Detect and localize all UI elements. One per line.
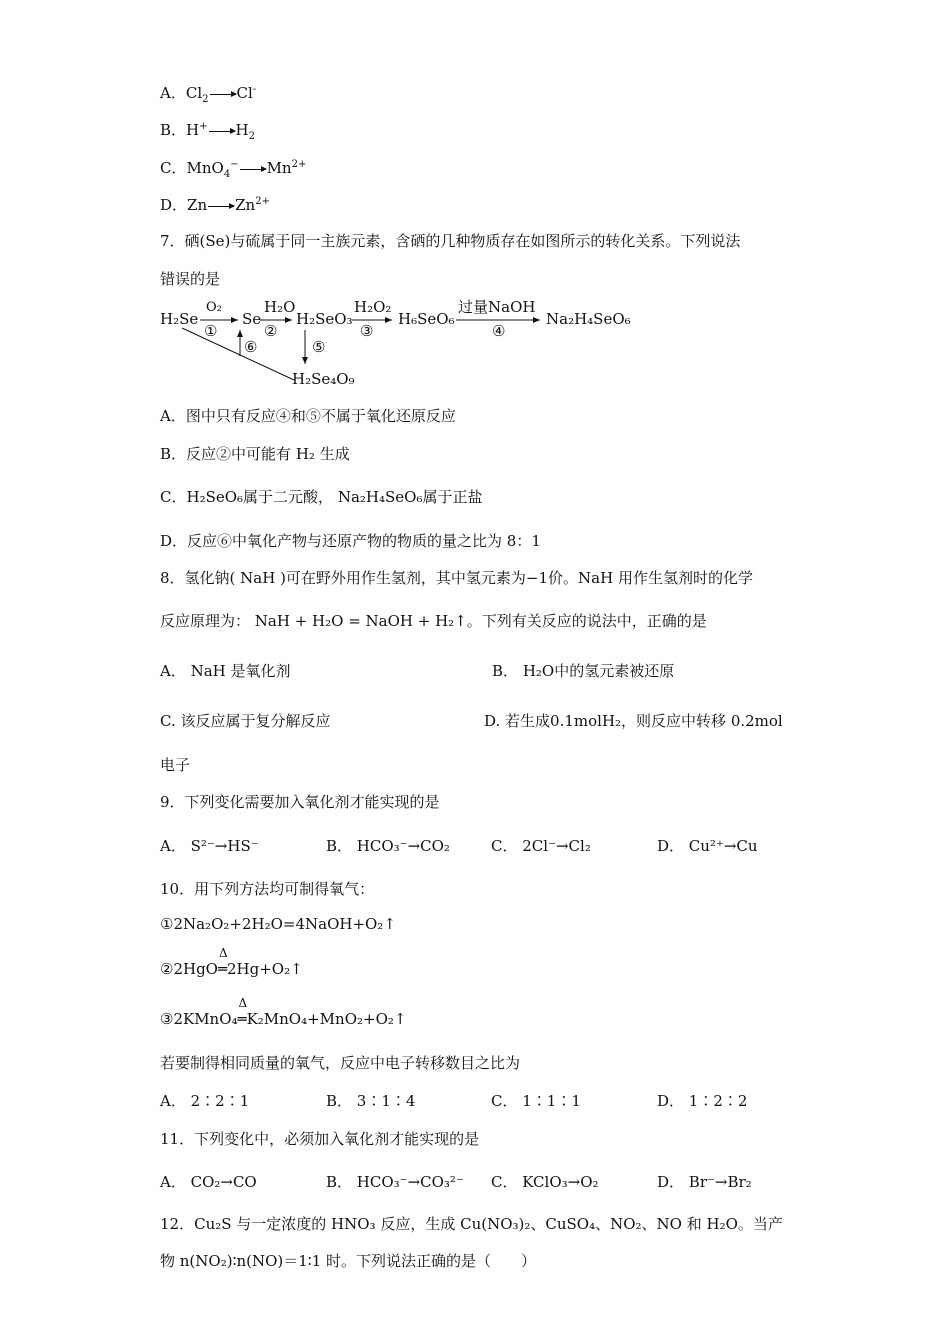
- h2o2-label: H₂O₂: [354, 298, 392, 316]
- arrow-icon: [210, 94, 236, 95]
- q7-option-b: B．反应②中可能有 H₂ 生成: [160, 445, 350, 463]
- q10-option-c: C． 1∶1∶1: [491, 1092, 581, 1110]
- q10-stem: 10．用下列方法均可制得氧气：: [160, 880, 375, 898]
- q7-stem-line1: 7．硒(Se)与硫属于同一主族元素，含硒的几种物质存在如图所示的转化关系。下列说法: [160, 232, 741, 250]
- step-4-label: ④: [492, 322, 506, 340]
- q7-stem-line2: 错误的是: [160, 270, 221, 288]
- step-3-label: ③: [360, 322, 374, 340]
- h2se-label: H₂Se: [160, 310, 199, 328]
- q9-option-a: A． S²⁻→HS⁻: [160, 837, 259, 855]
- q10-reaction-3: ③2KMnO₄ Δ ═K₂MnO₄+MnO₂+O₂↑: [160, 996, 407, 1028]
- se-label: Se: [242, 310, 262, 328]
- q10-option-d: D． 1∶2∶2: [657, 1092, 748, 1110]
- heat-symbol: Δ: [218, 946, 228, 960]
- q7-option-d: D．反应⑥中氧化产物与还原产物的物质的量之比为 8：1: [160, 532, 541, 550]
- q10-reaction-1: ①2Na₂O₂+2H₂O=4NaOH+O₂↑: [160, 915, 396, 933]
- selenium-conversion-diagram: [160, 296, 640, 392]
- q12-stem-line2: 物 n(NO₂)∶n(NO)＝1∶1 时。下列说法正确的是（ ）: [160, 1252, 537, 1270]
- q11-option-b: B． HCO₃⁻→CO₃²⁻: [326, 1173, 464, 1191]
- q6-option-c: C．MnO$_4$− $Mn^{2+}$: [160, 159, 307, 180]
- h2seo3-label: H₂SeO₃: [296, 310, 353, 328]
- q6-option-d: D．Zn $Zn^{2+}$: [160, 196, 270, 214]
- q12-stem-line1: 12．Cu₂S 与一定浓度的 HNO₃ 反应，生成 Cu(NO₃)₂、CuSO₄、NO₂、NO 和 H₂O。当产: [160, 1215, 783, 1233]
- q9-option-b: B． HCO₃⁻→CO₂: [326, 837, 450, 855]
- q8-option-c: C. 该反应属于复分解反应: [160, 712, 331, 730]
- q9-option-d: D． Cu²⁺→Cu: [657, 837, 758, 855]
- arrow-icon: [208, 206, 234, 207]
- step-2-label: ②: [264, 322, 278, 340]
- q8-stem-line1: 8．氢化钠( NaH )可在野外用作生氢剂，其中氢元素为−1价。NaH 用作生氢剂时的化学: [160, 569, 753, 587]
- q8-stem-line2: 反应原理为： NaH + H₂O = NaOH + H₂↑。下列有关反应的说法中，正确的是: [160, 612, 707, 630]
- q8-option-d: D. 若生成0.1molH₂，则反应中转移 0.2mol: [484, 712, 783, 730]
- q10-reaction-2: ②2HgO Δ ═2Hg+O₂↑: [160, 946, 303, 978]
- excess-naoh-label: 过量NaOH: [458, 298, 536, 316]
- step-5-label: ⑤: [312, 338, 326, 356]
- step-6-label: ⑥: [244, 338, 258, 356]
- q10-question: 若要制得相同质量的氧气，反应中电子转移数目之比为: [160, 1054, 521, 1072]
- q10-option-a: A． 2∶2∶1: [160, 1092, 250, 1110]
- q9-option-c: C． 2Cl⁻→Cl₂: [491, 837, 591, 855]
- q8-option-d-cont: 电子: [160, 756, 191, 774]
- na2h4seo6-label: Na₂H₄SeO₆: [546, 310, 631, 328]
- q7-option-c: C．H₂SeO₆属于二元酸， Na₂H₄SeO₆属于正盐: [160, 488, 483, 506]
- o2-label: O₂: [206, 300, 222, 315]
- h2o-label: H₂O: [264, 298, 296, 316]
- q9-stem: 9．下列变化需要加入氧化剂才能实现的是: [160, 793, 440, 811]
- step-1-label: ①: [204, 322, 218, 340]
- q8-option-b: B． H₂O中的氢元素被还原: [492, 662, 675, 680]
- q11-option-d: D． Br⁻→Br₂: [657, 1173, 752, 1191]
- arrow-icon: [209, 131, 235, 132]
- q11-option-c: C． KClO₃→O₂: [491, 1173, 599, 1191]
- q11-option-a: A． CO₂→CO: [160, 1173, 257, 1191]
- h2se4o9-label: H₂Se₄O₉: [292, 370, 355, 388]
- q11-stem: 11．下列变化中，必须加入氧化剂才能实现的是: [160, 1130, 480, 1148]
- q6-option-b: B．H+ $H_2$: [160, 121, 255, 142]
- h6seo6-label: H₆SeO₆: [398, 310, 455, 328]
- q7-option-a: A．图中只有反应④和⑤不属于氧化还原反应: [160, 407, 456, 425]
- heat-symbol: Δ: [238, 996, 248, 1010]
- q10-option-b: B． 3∶1∶4: [326, 1092, 416, 1110]
- q8-option-a: A． NaH 是氧化剂: [160, 662, 291, 680]
- arrow-icon: [240, 169, 266, 170]
- q6-option-a: A．$Cl_2$ Cl-: [160, 84, 257, 105]
